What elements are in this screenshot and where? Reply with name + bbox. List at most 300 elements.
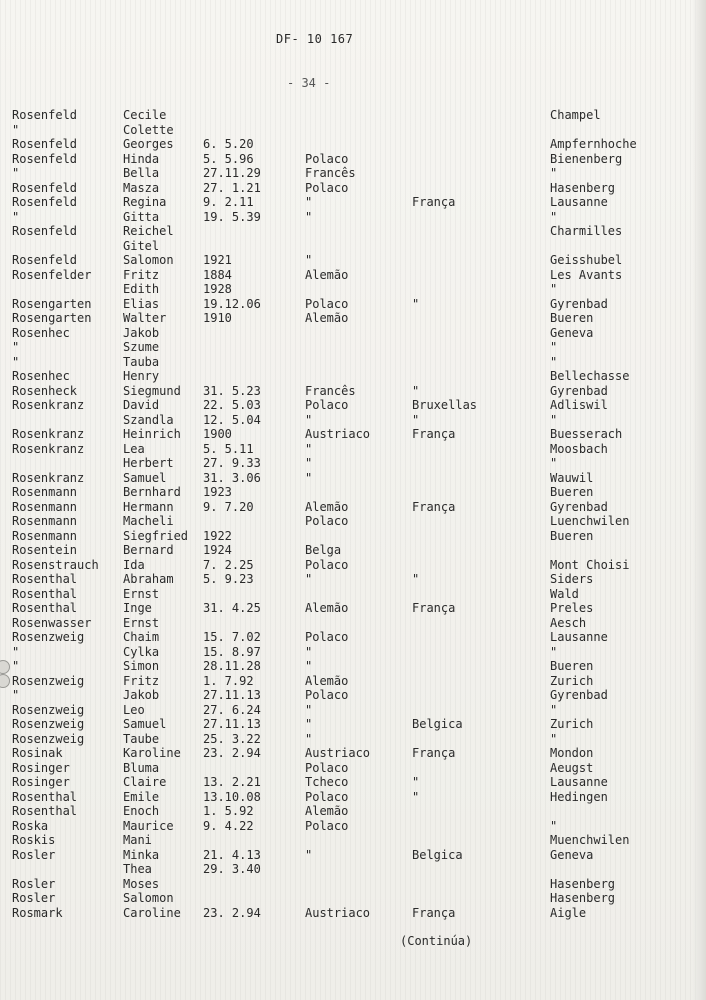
- surname-cell: Rosenthal: [12, 572, 78, 586]
- list-item: [0, 616, 706, 631]
- list-item: [0, 906, 706, 921]
- list-item: [0, 137, 706, 152]
- location-cell: Bienenberg: [550, 151, 623, 166]
- surname-cell: Rosenstrauch: [12, 557, 99, 572]
- birth-date-cell: 9. 7.20: [203, 499, 254, 514]
- given-name-cell: Macheli: [123, 514, 174, 528]
- list-item: [0, 819, 706, 834]
- list-item: [0, 340, 706, 355]
- list-item: [0, 181, 706, 196]
- given-name-cell: Moses: [123, 876, 160, 891]
- given-name-cell: Leo: [123, 702, 145, 717]
- birth-date-cell: 27. 6.24: [203, 702, 261, 717]
- given-name-cell: Regina: [123, 195, 167, 209]
- nationality-cell: ": [305, 702, 313, 717]
- document-code: DF- 10 167: [276, 32, 354, 46]
- birth-date-cell: 27.11.13: [203, 688, 261, 702]
- birth-date-cell: 28.11.28: [203, 659, 261, 673]
- birth-date-cell: 1900: [203, 427, 232, 441]
- surname-cell: Rosenkranz: [12, 441, 85, 456]
- list-item: [0, 471, 706, 486]
- surname-cell: Rosenthal: [12, 804, 78, 818]
- birth-date-cell: 13. 2.21: [203, 775, 261, 789]
- location-cell: Lausanne: [550, 195, 608, 209]
- surname-cell: ": [12, 644, 20, 659]
- surname-cell: ": [12, 166, 20, 180]
- nationality-cell: Francês: [305, 166, 356, 180]
- nationality-cell: Alemão: [305, 499, 349, 514]
- list-item: [0, 152, 706, 167]
- nationality-cell: ": [305, 441, 313, 456]
- given-name-cell: Bernard: [123, 543, 174, 557]
- given-name-cell: Simon: [123, 659, 160, 673]
- origin-cell: França: [412, 195, 456, 209]
- list-item: [0, 804, 706, 819]
- surname-cell: Rosenthal: [12, 789, 78, 804]
- surname-cell: Rosenzweig: [12, 630, 85, 644]
- location-cell: Muenchwilen: [550, 833, 630, 847]
- birth-date-cell: 12. 5.04: [203, 412, 261, 427]
- list-item: [0, 543, 706, 558]
- nationality-cell: ": [305, 572, 313, 586]
- surname-cell: Rosenfeld: [12, 180, 78, 195]
- surname-cell: Rosenhec: [12, 369, 70, 383]
- given-name-cell: Claire: [123, 775, 167, 789]
- nationality-cell: ": [305, 659, 313, 673]
- given-name-cell: Mani: [123, 833, 152, 847]
- origin-cell: França: [412, 905, 456, 920]
- location-cell: Bueren: [550, 659, 594, 673]
- list-item: [0, 456, 706, 471]
- surname-cell: Rosenfeld: [12, 195, 78, 209]
- birth-date-cell: 27.11.13: [203, 717, 261, 731]
- location-cell: Champel: [550, 108, 601, 122]
- surname-cell: ": [12, 688, 20, 702]
- location-cell: ": [550, 209, 558, 224]
- birth-date-cell: 1884: [203, 267, 232, 282]
- origin-cell: ": [412, 775, 420, 789]
- list-item: [0, 775, 706, 790]
- birth-date-cell: 15. 7.02: [203, 630, 261, 644]
- list-item: [0, 413, 706, 428]
- birth-date-cell: 27. 1.21: [203, 180, 261, 195]
- list-item: [0, 210, 706, 225]
- birth-date-cell: 9. 2.11: [203, 195, 254, 209]
- surname-cell: Rosenzweig: [12, 702, 85, 717]
- origin-cell: Belgica: [412, 847, 463, 862]
- list-item: [0, 239, 706, 254]
- surname-cell: Rosinak: [12, 746, 63, 760]
- surname-cell: Rosenfeld: [12, 108, 78, 122]
- nationality-cell: Alemão: [305, 601, 349, 615]
- surname-cell: Rosinger: [12, 760, 70, 775]
- given-name-cell: Tauba: [123, 354, 160, 369]
- location-cell: ": [550, 702, 558, 717]
- birth-date-cell: 27.11.29: [203, 166, 261, 180]
- location-cell: Mondon: [550, 746, 594, 760]
- birth-date-cell: 23. 2.94: [203, 905, 261, 920]
- surname-cell: Rosler: [12, 891, 56, 905]
- list-item: [0, 282, 706, 297]
- nationality-cell: ": [305, 470, 313, 485]
- list-item: [0, 732, 706, 747]
- given-name-cell: Georges: [123, 137, 174, 151]
- birth-date-cell: 19.12.06: [203, 296, 261, 311]
- origin-cell: França: [412, 746, 456, 760]
- location-cell: ": [550, 282, 558, 296]
- list-item: [0, 297, 706, 312]
- nationality-cell: Alemão: [305, 267, 349, 282]
- location-cell: Les Avants: [550, 267, 623, 282]
- list-item: [0, 746, 706, 761]
- surname-cell: Rosinger: [12, 775, 70, 789]
- nationality-cell: ": [305, 209, 313, 224]
- surname-cell: ": [12, 209, 20, 224]
- continuation-note: (Continúa): [400, 934, 473, 948]
- given-name-cell: Henry: [123, 369, 160, 383]
- given-name-cell: Ida: [123, 557, 145, 572]
- location-cell: Geisshubel: [550, 253, 623, 267]
- given-name-cell: Hermann: [123, 499, 174, 514]
- location-cell: Buesserach: [550, 427, 623, 441]
- location-cell: ": [550, 818, 558, 833]
- surname-cell: Rosenfeld: [12, 253, 78, 267]
- given-name-cell: Abraham: [123, 572, 174, 586]
- list-item: [0, 703, 706, 718]
- location-cell: Lausanne: [550, 775, 608, 789]
- surname-cell: Rosenfeld: [12, 137, 78, 151]
- origin-cell: Bruxellas: [412, 398, 478, 412]
- surname-cell: Rosler: [12, 847, 56, 862]
- location-cell: Aesch: [550, 615, 587, 630]
- nationality-cell: Alemão: [305, 311, 349, 325]
- name-list: [0, 108, 706, 920]
- surname-cell: Roskis: [12, 833, 56, 847]
- nationality-cell: Austriaco: [305, 905, 371, 920]
- birth-date-cell: 21. 4.13: [203, 847, 261, 862]
- nationality-cell: ": [305, 412, 313, 427]
- given-name-cell: Edith: [123, 282, 160, 296]
- given-name-cell: Heinrich: [123, 427, 181, 441]
- birth-date-cell: 6. 5.20: [203, 137, 254, 151]
- surname-cell: Rosenheck: [12, 383, 78, 398]
- list-item: [0, 862, 706, 877]
- list-item: [0, 891, 706, 906]
- nationality-cell: Polaco: [305, 818, 349, 833]
- given-name-cell: Ernst: [123, 615, 160, 630]
- nationality-cell: Polaco: [305, 398, 349, 412]
- birth-date-cell: 15. 8.97: [203, 644, 261, 659]
- list-item: [0, 253, 706, 268]
- birth-date-cell: 9. 4.22: [203, 818, 254, 833]
- nationality-cell: Francês: [305, 383, 356, 398]
- nationality-cell: ": [305, 456, 313, 470]
- surname-cell: Rosenthal: [12, 601, 78, 615]
- surname-cell: Rosenzweig: [12, 673, 85, 688]
- birth-date-cell: 1924: [203, 543, 232, 557]
- birth-date-cell: 22. 5.03: [203, 398, 261, 412]
- nationality-cell: ": [305, 717, 313, 731]
- given-name-cell: Minka: [123, 847, 160, 862]
- nationality-cell: Belga: [305, 543, 342, 557]
- list-item: [0, 427, 706, 442]
- birth-date-cell: 31. 5.23: [203, 383, 261, 398]
- birth-date-cell: 25. 3.22: [203, 731, 261, 746]
- birth-date-cell: 31. 3.06: [203, 470, 261, 485]
- birth-date-cell: 29. 3.40: [203, 862, 261, 876]
- nationality-cell: Tcheco: [305, 775, 349, 789]
- surname-cell: Rosenmann: [12, 514, 78, 528]
- list-item: [0, 485, 706, 500]
- given-name-cell: Karoline: [123, 746, 181, 760]
- birth-date-cell: 5. 5.11: [203, 441, 254, 456]
- given-name-cell: Samuel: [123, 470, 167, 485]
- list-item: [0, 398, 706, 413]
- birth-date-cell: 1. 7.92: [203, 673, 254, 688]
- list-item: [0, 123, 706, 138]
- surname-cell: Rosenmann: [12, 499, 78, 514]
- given-name-cell: Fritz: [123, 267, 160, 282]
- location-cell: Bueren: [550, 485, 594, 499]
- birth-date-cell: 13.10.08: [203, 789, 261, 804]
- surname-cell: ": [12, 122, 20, 137]
- list-item: [0, 224, 706, 239]
- list-item: [0, 326, 706, 341]
- surname-cell: Rosentein: [12, 543, 78, 557]
- location-cell: Hasenberg: [550, 180, 616, 195]
- list-item: [0, 268, 706, 283]
- list-item: [0, 630, 706, 645]
- location-cell: ": [550, 412, 558, 427]
- given-name-cell: Walter: [123, 311, 167, 325]
- location-cell: Siders: [550, 572, 594, 586]
- location-cell: Zurich: [550, 673, 594, 688]
- given-name-cell: Siegmund: [123, 383, 181, 398]
- given-name-cell: Bella: [123, 166, 160, 180]
- nationality-cell: Polaco: [305, 180, 349, 195]
- given-name-cell: Colette: [123, 122, 174, 137]
- given-name-cell: Bernhard: [123, 485, 181, 499]
- birth-date-cell: 5. 5.96: [203, 151, 254, 166]
- location-cell: Hedingen: [550, 789, 608, 804]
- list-item: [0, 514, 706, 529]
- nationality-cell: ": [305, 731, 313, 746]
- given-name-cell: Salomon: [123, 891, 174, 905]
- surname-cell: Roska: [12, 818, 49, 833]
- surname-cell: Rosenfeld: [12, 224, 78, 238]
- given-name-cell: Lea: [123, 441, 145, 456]
- nationality-cell: ": [305, 253, 313, 267]
- surname-cell: Rosenfeld: [12, 151, 78, 166]
- surname-cell: Rosenwasser: [12, 615, 92, 630]
- nationality-cell: Polaco: [305, 557, 349, 572]
- given-name-cell: Salomon: [123, 253, 174, 267]
- nationality-cell: ": [305, 644, 313, 659]
- list-item: [0, 195, 706, 210]
- list-item: [0, 688, 706, 703]
- list-item: [0, 558, 706, 573]
- location-cell: Hasenberg: [550, 876, 616, 891]
- nationality-cell: Austriaco: [305, 746, 371, 760]
- surname-cell: Rosenkranz: [12, 427, 85, 441]
- location-cell: Zurich: [550, 717, 594, 731]
- location-cell: Hasenberg: [550, 891, 616, 905]
- list-item: [0, 848, 706, 863]
- given-name-cell: Ernst: [123, 586, 160, 601]
- given-name-cell: Elias: [123, 296, 160, 311]
- list-item: [0, 369, 706, 384]
- nationality-cell: Polaco: [305, 514, 349, 528]
- location-cell: ": [550, 354, 558, 369]
- origin-cell: França: [412, 601, 456, 615]
- birth-date-cell: 1928: [203, 282, 232, 296]
- surname-cell: Rosenhec: [12, 325, 70, 340]
- origin-cell: ": [412, 789, 420, 804]
- surname-cell: Rosenmann: [12, 528, 78, 543]
- location-cell: Moosbach: [550, 441, 608, 456]
- birth-date-cell: 19. 5.39: [203, 209, 261, 224]
- nationality-cell: Polaco: [305, 151, 349, 166]
- birth-date-cell: 1910: [203, 311, 232, 325]
- surname-cell: ": [12, 354, 20, 369]
- surname-cell: Rosenzweig: [12, 717, 85, 731]
- location-cell: Gyrenbad: [550, 688, 608, 702]
- location-cell: Ampfernhoche: [550, 137, 637, 151]
- given-name-cell: Enoch: [123, 804, 160, 818]
- given-name-cell: Szandla: [123, 412, 174, 427]
- location-cell: Mont Choisi: [550, 557, 630, 572]
- birth-date-cell: 31. 4.25: [203, 601, 261, 615]
- nationality-cell: Polaco: [305, 688, 349, 702]
- given-name-cell: Emile: [123, 789, 160, 804]
- location-cell: Preles: [550, 601, 594, 615]
- location-cell: ": [550, 166, 558, 180]
- location-cell: ": [550, 644, 558, 659]
- given-name-cell: Maurice: [123, 818, 174, 833]
- given-name-cell: Szume: [123, 340, 160, 354]
- birth-date-cell: 1921: [203, 253, 232, 267]
- birth-date-cell: 23. 2.94: [203, 746, 261, 760]
- nationality-cell: ": [305, 847, 313, 862]
- list-item: [0, 790, 706, 805]
- given-name-cell: Siegfried: [123, 528, 189, 543]
- surname-cell: ": [12, 659, 20, 673]
- location-cell: Bueren: [550, 528, 594, 543]
- surname-cell: Rosenkranz: [12, 470, 85, 485]
- origin-cell: ": [412, 572, 420, 586]
- list-item: [0, 659, 706, 674]
- nationality-cell: ": [305, 195, 313, 209]
- location-cell: Bueren: [550, 311, 594, 325]
- nationality-cell: Polaco: [305, 789, 349, 804]
- location-cell: Lausanne: [550, 630, 608, 644]
- surname-cell: Rosenfelder: [12, 267, 92, 282]
- given-name-cell: Herbert: [123, 456, 174, 470]
- surname-cell: Rosengarten: [12, 311, 92, 325]
- list-item: [0, 311, 706, 326]
- given-name-cell: Bluma: [123, 760, 160, 775]
- given-name-cell: Chaim: [123, 630, 160, 644]
- list-item: [0, 601, 706, 616]
- birth-date-cell: 1. 5.92: [203, 804, 254, 818]
- list-item: [0, 833, 706, 848]
- given-name-cell: Reichel: [123, 224, 174, 238]
- given-name-cell: Inge: [123, 601, 152, 615]
- given-name-cell: Fritz: [123, 673, 160, 688]
- location-cell: ": [550, 340, 558, 354]
- birth-date-cell: 1923: [203, 485, 232, 499]
- given-name-cell: Thea: [123, 862, 152, 876]
- given-name-cell: Gitta: [123, 209, 160, 224]
- given-name-cell: Samuel: [123, 717, 167, 731]
- location-cell: Wauwil: [550, 470, 594, 485]
- location-cell: Aeugst: [550, 760, 594, 775]
- birth-date-cell: 5. 9.23: [203, 572, 254, 586]
- surname-cell: Rosler: [12, 876, 56, 891]
- location-cell: Gyrenbad: [550, 296, 608, 311]
- location-cell: Wald: [550, 586, 579, 601]
- location-cell: Bellechasse: [550, 369, 630, 383]
- birth-date-cell: 27. 9.33: [203, 456, 261, 470]
- list-item: [0, 587, 706, 602]
- birth-date-cell: 7. 2.25: [203, 557, 254, 572]
- list-item: [0, 166, 706, 181]
- nationality-cell: Austriaco: [305, 427, 371, 441]
- given-name-cell: Caroline: [123, 905, 181, 920]
- surname-cell: ": [12, 340, 20, 354]
- list-item: [0, 355, 706, 370]
- origin-cell: ": [412, 296, 420, 311]
- location-cell: ": [550, 731, 558, 746]
- location-cell: Geneva: [550, 847, 594, 862]
- list-item: [0, 645, 706, 660]
- given-name-cell: Hinda: [123, 151, 160, 166]
- surname-cell: Rosengarten: [12, 296, 92, 311]
- birth-date-cell: 1922: [203, 528, 232, 543]
- location-cell: Gyrenbad: [550, 499, 608, 514]
- list-item: [0, 674, 706, 689]
- list-item: [0, 384, 706, 399]
- given-name-cell: Gitel: [123, 238, 160, 253]
- given-name-cell: Masza: [123, 180, 160, 195]
- location-cell: Luenchwilen: [550, 514, 630, 528]
- location-cell: Aigle: [550, 905, 587, 920]
- list-item: [0, 442, 706, 457]
- list-item: [0, 108, 706, 123]
- location-cell: Adliswil: [550, 398, 608, 412]
- location-cell: Gyrenbad: [550, 383, 608, 398]
- list-item: [0, 717, 706, 732]
- given-name-cell: Cylka: [123, 644, 160, 659]
- given-name-cell: Cecile: [123, 108, 167, 122]
- list-item: [0, 529, 706, 544]
- list-item: [0, 761, 706, 776]
- nationality-cell: Polaco: [305, 760, 349, 775]
- page-number: - 34 -: [287, 76, 331, 90]
- origin-cell: ": [412, 412, 420, 427]
- given-name-cell: Jakob: [123, 688, 160, 702]
- nationality-cell: Polaco: [305, 630, 349, 644]
- surname-cell: Rosmark: [12, 905, 63, 920]
- nationality-cell: Polaco: [305, 296, 349, 311]
- nationality-cell: Alemão: [305, 804, 349, 818]
- origin-cell: ": [412, 383, 420, 398]
- surname-cell: Rosenkranz: [12, 398, 85, 412]
- surname-cell: Rosenthal: [12, 586, 78, 601]
- location-cell: Charmilles: [550, 224, 623, 238]
- location-cell: ": [550, 456, 558, 470]
- list-item: [0, 500, 706, 515]
